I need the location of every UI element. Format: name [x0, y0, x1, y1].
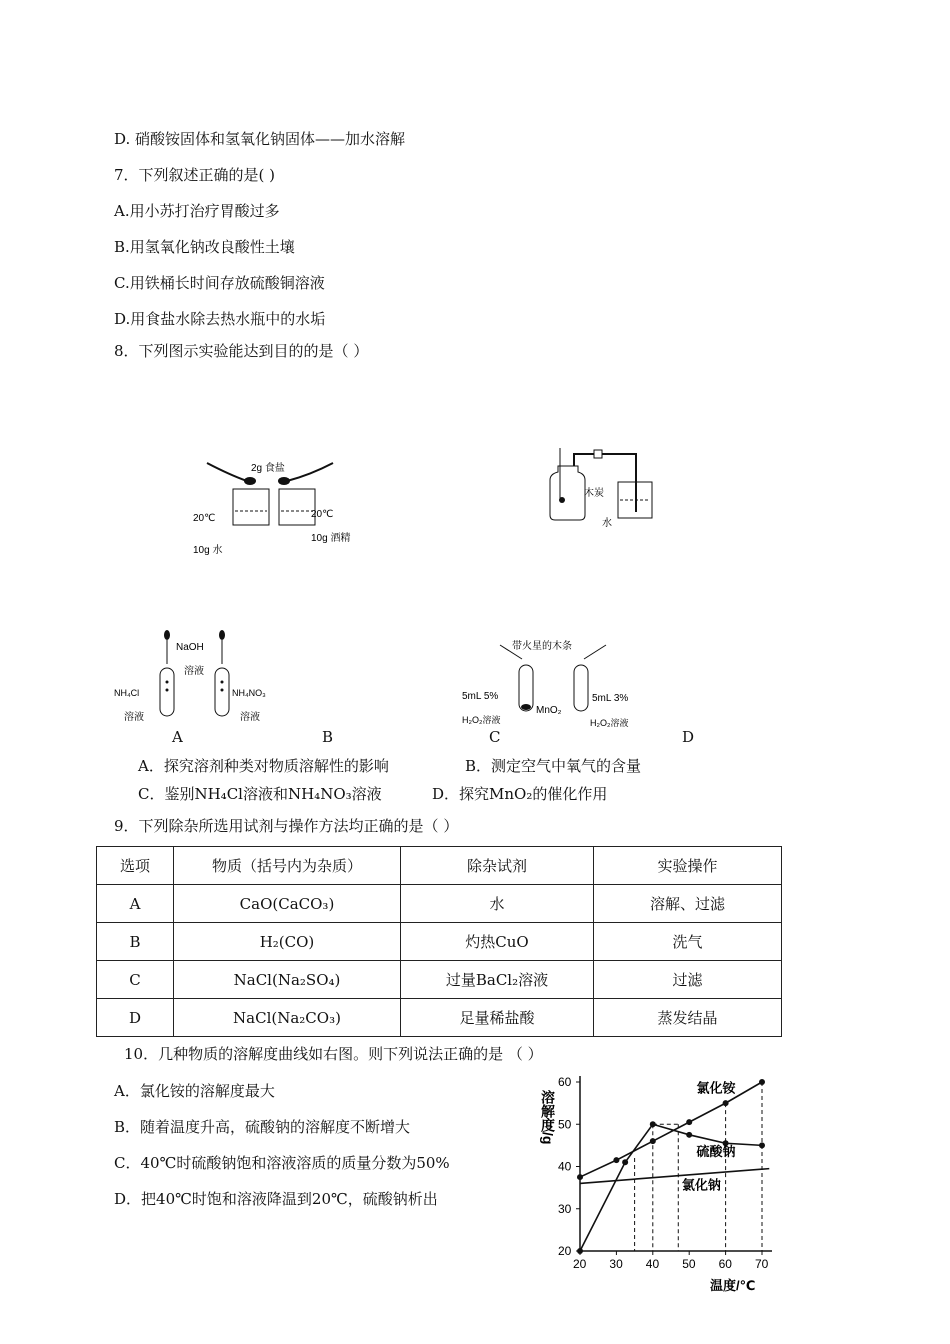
q8-letter-c: C: [489, 728, 501, 746]
x-tick-label: 30: [609, 1257, 623, 1271]
q10-stem: 10．几种物质的溶解度曲线如右图。则下列说法正确的是 （ ）: [124, 1045, 543, 1063]
q7-option-b: B.用氢氧化钠改良酸性土壤: [114, 238, 295, 256]
data-point: [650, 1121, 656, 1127]
table-cell: 水: [401, 885, 594, 923]
q8-letter-b: B: [322, 728, 334, 746]
table-cell: D: [97, 999, 174, 1037]
table-cell: H₂(CO): [174, 923, 401, 961]
fig-a-right-solvent: 10g 酒精: [311, 533, 351, 544]
q8-stem: 8．下列图示实验能达到目的的是（ ）: [114, 342, 369, 360]
q10-option-b: B．随着温度升高，硫酸钠的溶解度不断增大: [114, 1118, 411, 1136]
q8-option-d: D．探究MnO₂的催化作用: [432, 785, 608, 803]
data-point: [650, 1138, 656, 1144]
fig-a-left-temp: 20℃: [193, 513, 216, 524]
y-tick-label: 20: [558, 1244, 572, 1258]
fig-d-left-volume: 5mL 5%: [462, 691, 499, 702]
y-axis-label: 溶解度/g: [540, 1090, 556, 1145]
fig-a-right-temp: 20℃: [311, 509, 334, 520]
header-reagent: 除杂试剂: [401, 847, 594, 885]
y-tick-label: 50: [558, 1117, 572, 1132]
q10-option-c: C．40℃时硫酸钠饱和溶液溶质的质量分数为50%: [114, 1154, 450, 1172]
fig-b-charcoal: 木炭: [584, 488, 604, 499]
table-cell: CaO(CaCO₃): [174, 885, 401, 923]
data-point: [613, 1157, 619, 1163]
header-option: 选项: [97, 847, 174, 885]
table-cell: A: [97, 885, 174, 923]
fig-d-right-volume: 5mL 3%: [592, 693, 629, 704]
table-cell: 洗气: [594, 923, 782, 961]
series-label: 硫酸钠: [696, 1143, 736, 1159]
table-cell: 溶解、过滤: [594, 885, 782, 923]
series-label: 氯化钠: [681, 1177, 721, 1193]
table-row: [97, 885, 782, 923]
header-substance: 物质（括号内为杂质）: [174, 847, 401, 885]
table-cell: NaCl(Na₂SO₄): [174, 961, 401, 999]
data-point: [723, 1100, 729, 1106]
q10-option-a: A．氯化铵的溶解度最大: [114, 1082, 275, 1100]
table-row: [97, 999, 782, 1037]
q8-figure-d: [460, 635, 650, 730]
table-cell: 灼热CuO: [401, 923, 594, 961]
q8-letter-d: D: [682, 728, 695, 746]
x-tick-label: 70: [755, 1257, 769, 1271]
fig-a-left-solvent: 10g 水: [193, 545, 223, 556]
table-cell: B: [97, 923, 174, 961]
table-header-row: [97, 847, 782, 885]
table-row: [97, 961, 782, 999]
q9-stem: 9．下列除杂所选用试剂与操作方法均正确的是（ ）: [114, 817, 459, 835]
x-tick-label: 40: [645, 1257, 660, 1271]
header-operation: 实验操作: [594, 847, 782, 885]
q10-option-d: D．把40℃时饱和溶液降温到20℃，硫酸钠析出: [114, 1190, 438, 1208]
fig-d-left-solution: H₂O₂溶液: [462, 715, 501, 725]
table-cell: 过量BaCl₂溶液: [401, 961, 594, 999]
q8-figure-b: [540, 440, 670, 535]
x-axis-label: 温度/℃: [710, 1278, 756, 1293]
fig-a-salt-label: 2g 食盐: [251, 463, 285, 474]
data-point: [622, 1159, 628, 1165]
fig-c-nh4no3: NH₄NO₃: [232, 688, 266, 698]
data-point: [577, 1174, 583, 1180]
fig-c-nh4cl-solution: 溶液: [124, 712, 144, 723]
fig-b-water: 水: [602, 518, 612, 529]
table-cell: 过滤: [594, 961, 782, 999]
y-tick-label: 30: [558, 1201, 572, 1216]
data-point: [759, 1142, 765, 1148]
q8-figure-a: [185, 455, 375, 565]
q8-option-c: C．鉴别NH₄Cl溶液和NH₄NO₃溶液: [138, 785, 382, 803]
fig-d-glowing-stick: 带火星的木条: [512, 641, 572, 652]
table-cell: NaCl(Na₂CO₃): [174, 999, 401, 1037]
y-tick-label: 60: [558, 1075, 572, 1089]
table-row: [97, 923, 782, 961]
fig-d-right-solution: H₂O₂溶液: [590, 718, 629, 728]
fig-c-naoh: NaOH: [176, 642, 204, 653]
data-point: [686, 1119, 692, 1125]
q6-option-d: D. 硝酸铵固体和氢氧化钠固体——加水溶解: [114, 130, 406, 148]
data-point: [577, 1248, 583, 1254]
table-cell: 足量稀盐酸: [401, 999, 594, 1037]
q7-option-a: A.用小苏打治疗胃酸过多: [114, 202, 280, 220]
x-tick-label: 20: [573, 1257, 587, 1271]
q7-option-d: D.用食盐水除去热水瓶中的水垢: [114, 310, 326, 328]
q8-option-a: A．探究溶剂种类对物质溶解性的影响: [138, 757, 389, 775]
series-label: 氯化铵: [696, 1080, 736, 1096]
data-point: [759, 1079, 765, 1085]
solubility-chart: [540, 1070, 780, 1300]
q7-stem: 7．下列叙述正确的是( ): [114, 166, 276, 184]
q7-option-c: C.用铁桶长时间存放硫酸铜溶液: [114, 274, 325, 292]
fig-c-nh4cl: NH₄Cl: [114, 688, 140, 698]
y-tick-label: 40: [558, 1159, 572, 1174]
fig-d-mno2: MnO₂: [536, 705, 562, 716]
series-line-2: [580, 1169, 769, 1184]
fig-c-nh4no3-solution: 溶液: [240, 712, 260, 723]
q9-table: [96, 846, 782, 1037]
fig-c-naoh-solution: 溶液: [184, 666, 204, 677]
x-tick-label: 50: [682, 1257, 696, 1271]
data-point: [686, 1132, 692, 1138]
table-cell: 蒸发结晶: [594, 999, 782, 1037]
x-tick-label: 60: [718, 1257, 732, 1271]
q8-figure-c: [112, 630, 292, 730]
q8-option-b: B．测定空气中氧气的含量: [465, 757, 642, 775]
q8-letter-a: A: [172, 728, 183, 746]
table-cell: C: [97, 961, 174, 999]
